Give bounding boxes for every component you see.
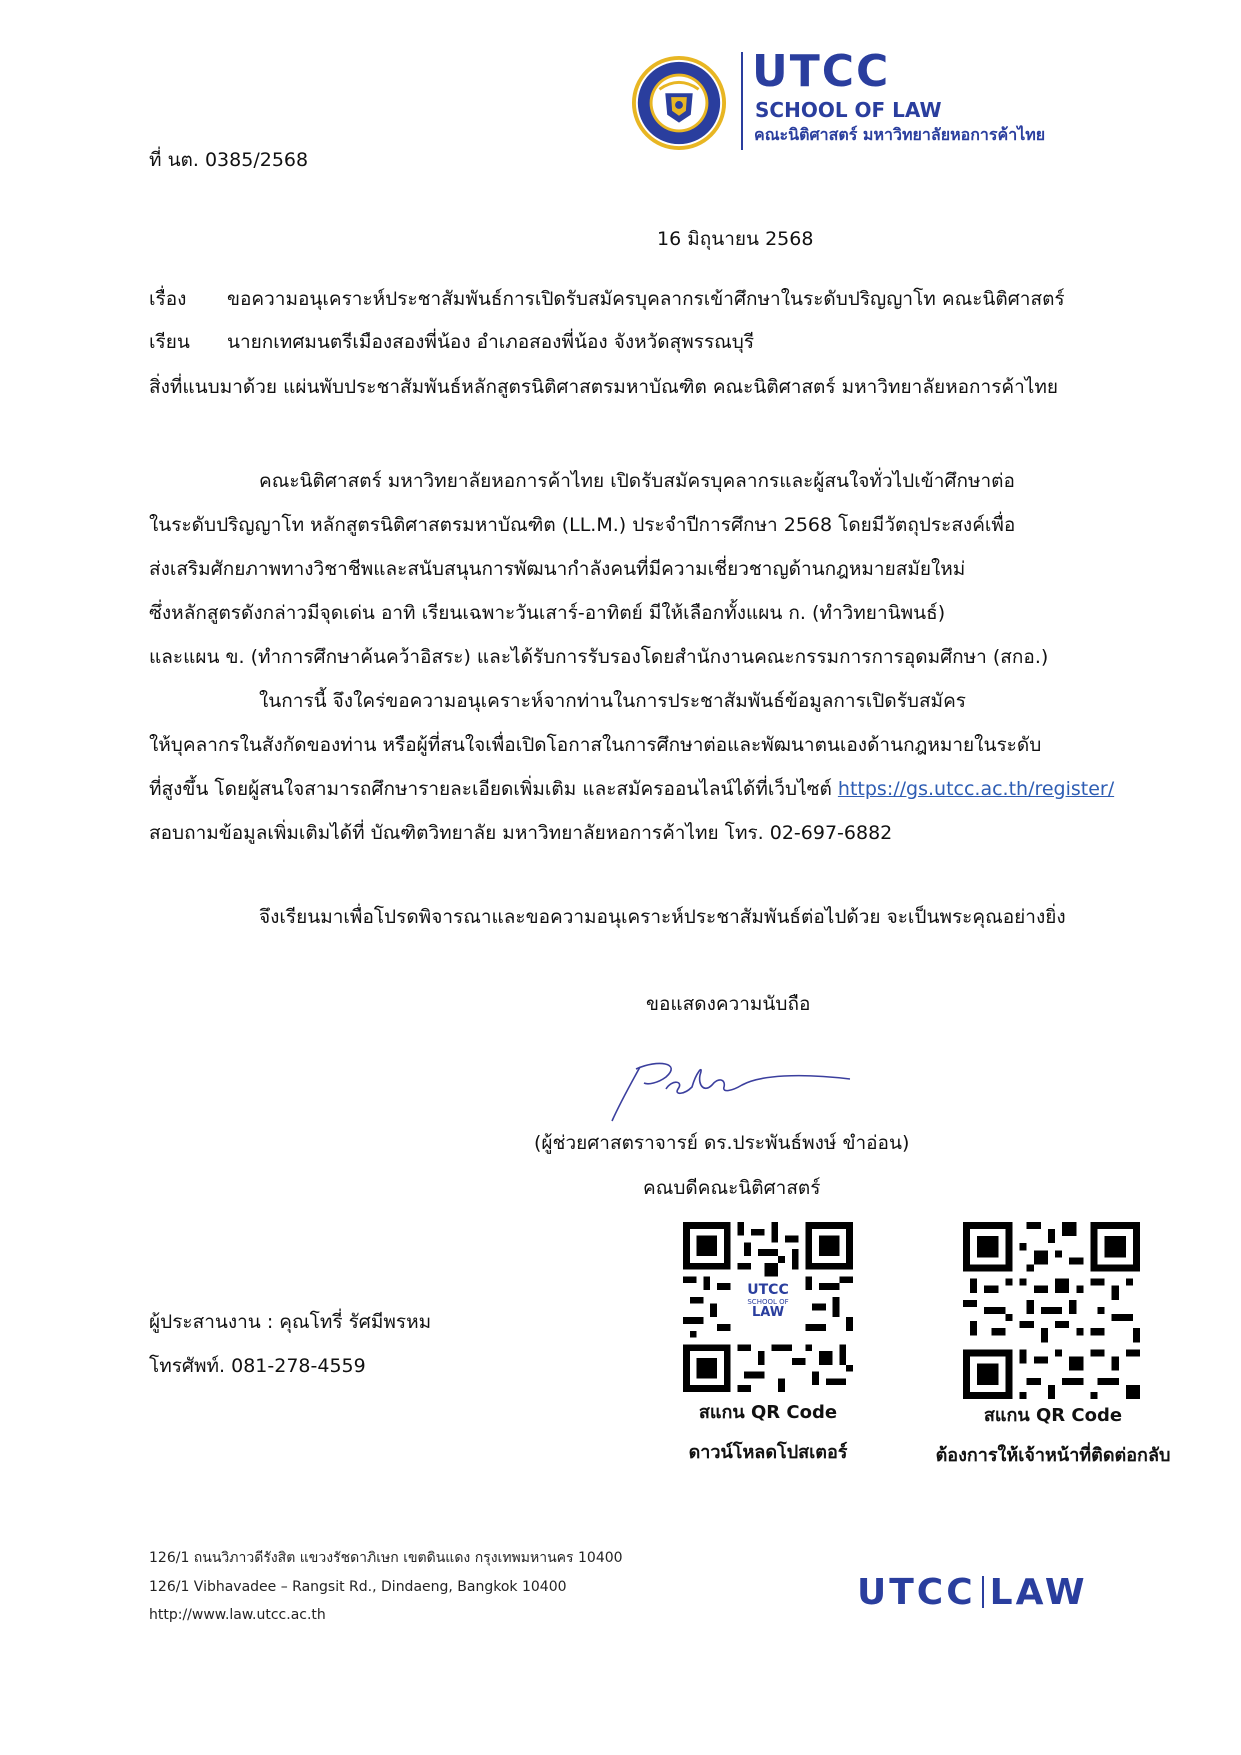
header-school-thai: คณะนิติศาสตร์ มหาวิทยาลัยหอการค้าไทย (754, 125, 1046, 144)
letter-date: 16 มิถุนายน 2568 (657, 228, 814, 250)
university-seal-logo (630, 54, 728, 152)
recipient-text: นายกเทศมนตรีเมืองสองพี่น้อง อำเภอสองพี่น้อง จังหวัดสุพรรณบุรี (227, 331, 755, 353)
body2-line-text: ที่สูงขึ้น โดยผู้สนใจสามารถศึกษารายละเอียดเพิ่มเติม และสมัครออนไลน์ได้ที่เว็บไซต์ (149, 778, 838, 800)
footer-address-thai: 126/1 ถนนวิภาวดีรังสิต แขวงรัชดาภิเษก เขตดินแดง กรุงเทพมหานคร 10400 (149, 1550, 623, 1566)
qr-code-contact-request[interactable] (963, 1222, 1140, 1399)
logo-divider (741, 52, 743, 150)
header-brand: UTCC (752, 46, 891, 97)
subject-label: เรื่อง (149, 288, 187, 310)
qr-center-brand: UTCC (747, 1282, 789, 1298)
body2-line: ในการนี้ จึงใคร่ขอความอนุเคราะห์จากท่านในการประชาสัมพันธ์ข้อมูลการเปิดรับสมัคร (259, 690, 966, 712)
footer-website[interactable]: http://www.law.utcc.ac.th (149, 1607, 326, 1623)
qr-center-logo (739, 1283, 797, 1319)
footer-utcc-law-logo (857, 1572, 1088, 1613)
body1-line: คณะนิติศาสตร์ มหาวิทยาลัยหอการค้าไทย เปิดรับสมัครบุคลากรและผู้สนใจทั่วไปเข้าศึกษาต่อ (259, 470, 1015, 492)
subject-line (149, 290, 1065, 309)
signer-name: (ผู้ช่วยศาสตราจารย์ ดร.ประพันธ์พงษ์ ขำอ่อน) (534, 1132, 910, 1154)
footer-address-english: 126/1 Vibhavadee – Rangsit Rd., Dindaeng, Bangkok 10400 (149, 1579, 567, 1595)
qr2-caption-2: ต้องการให้เจ้าหน้าที่ติดต่อกลับ (935, 1445, 1171, 1466)
recipient-line (149, 333, 754, 352)
body1-line: ในระดับปริญญาโท หลักสูตรนิติศาสตรมหาบัณฑิต (LL.M.) ประจำปีการศึกษา 2568 โดยมีวัตถุประสงค์เพื่อ (149, 514, 1016, 536)
body-paragraph-2 (149, 679, 1114, 855)
closing-request: จึงเรียนมาเพื่อโปรดพิจารณาและขอความอนุเคราะห์ประชาสัมพันธ์ต่อไปด้วย จะเป็นพระคุณอย่างยิ่ง (259, 906, 1066, 928)
qr1-caption-1: สแกน QR Code (698, 1402, 838, 1423)
footer-logo-utcc: UTCC (857, 1572, 976, 1613)
body2-line: สอบถามข้อมูลเพิ่มเติมได้ที่ บัณฑิตวิทยาลัย มหาวิทยาลัยหอการค้าไทย โทร. 02-697-6882 (149, 822, 893, 844)
body1-line: และแผน ข. (ทำการศึกษาค้นคว้าอิสระ) และได้รับการรับรองโดยสำนักงานคณะกรรมการการอุดมศึกษา (สกอ.) (149, 646, 1049, 668)
body1-line: ส่งเสริมศักยภาพทางวิชาชีพและสนับสนุนการพัฒนากำลังคนที่มีความเชี่ยวชาญด้านกฎหมายสมัยใหม่ (149, 558, 966, 580)
regards-text: ขอแสดงความนับถือ (646, 993, 811, 1015)
qr1-caption-2: ดาวน์โหลดโปสเตอร์ (688, 1442, 848, 1463)
recipient-label: เรียน (149, 331, 190, 353)
body2-line (149, 767, 1114, 811)
footer-logo-law: LAW (989, 1572, 1088, 1613)
coordinator-phone: โทรศัพท์. 081-278-4559 (149, 1355, 366, 1377)
body2-line: ให้บุคลากรในสังกัดของท่าน หรือผู้ที่สนใจเพื่อเปิดโอกาสในการศึกษาต่อและพัฒนาตนเองด้านกฎหมายในระดับ (149, 734, 1042, 756)
footer-logo-divider (982, 1576, 984, 1608)
subject-text: ขอความอนุเคราะห์ประชาสัมพันธ์การเปิดรับสมัครบุคลากรเข้าศึกษาในระดับปริญญาโท คณะนิติศาสตร์ (227, 288, 1065, 310)
signature-image (600, 1055, 870, 1125)
body1-line: ซึ่งหลักสูตรดังกล่าวมีจุดเด่น อาทิ เรียนเฉพาะวันเสาร์-อาทิตย์ มีให้เลือกทั้งแผน ก. (ทำวิทยานิพนธ์) (149, 602, 946, 624)
signer-title: คณบดีคณะนิติศาสตร์ (643, 1177, 821, 1199)
body-paragraph-1 (149, 459, 1048, 679)
attachment-line: สิ่งที่แนบมาด้วย แผ่นพับประชาสัมพันธ์หลักสูตรนิติศาสตรมหาบัณฑิต คณะนิติศาสตร์ มหาวิทยาลัยหอการค้าไทย (149, 376, 1059, 398)
header-school: SCHOOL OF LAW (755, 98, 942, 122)
qr-center-law: LAW (751, 1305, 785, 1320)
coordinator-name: ผู้ประสานงาน : คุณโทรี่ รัศมีพรหม (149, 1311, 432, 1333)
qr2-caption-1: สแกน QR Code (983, 1405, 1123, 1426)
qr-center-sub: SCHOOL OF (747, 1298, 789, 1306)
register-link[interactable]: https://gs.utcc.ac.th/register/ (837, 778, 1115, 800)
reference-number: ที่ นต. 0385/2568 (149, 149, 309, 171)
